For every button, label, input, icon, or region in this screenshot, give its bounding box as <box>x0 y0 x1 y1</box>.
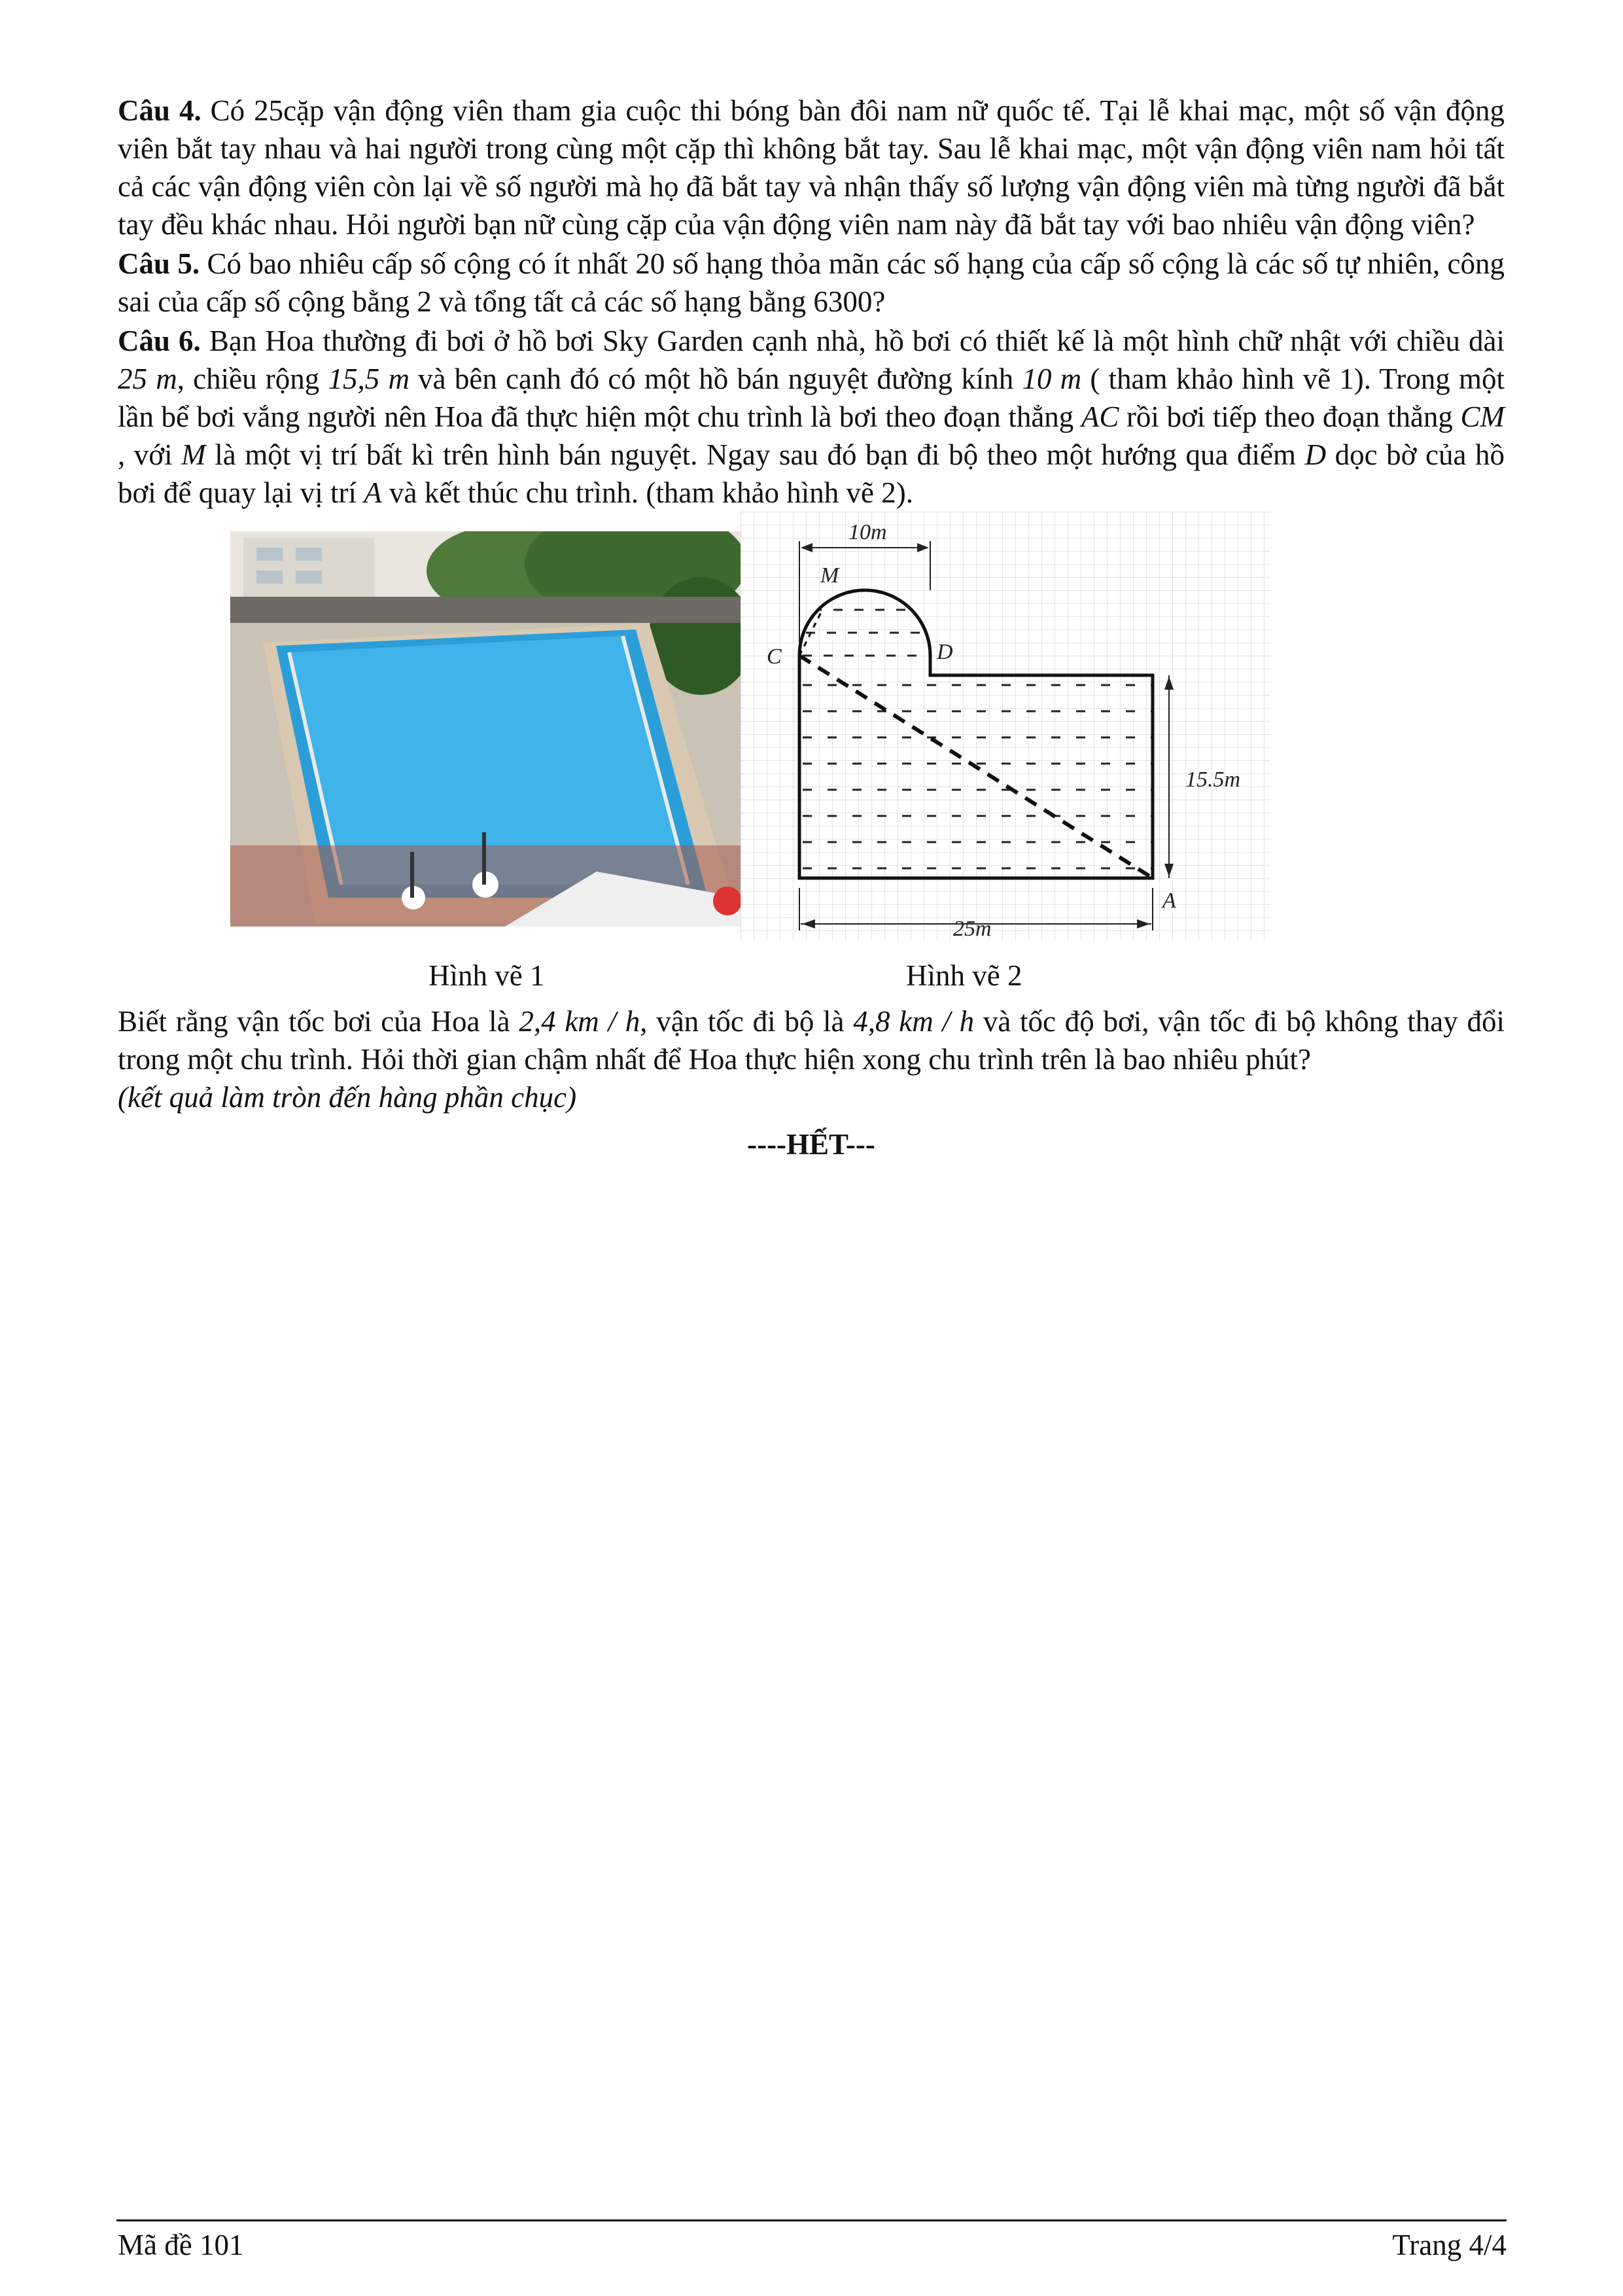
question-6-text-8: dọc bờ của hồ bơi để quay lại vị trí <box>118 438 1505 509</box>
question-4-label: Câu 4. <box>118 94 201 127</box>
after-text-1: Biết rằng vận tốc bơi của Hoa là <box>118 1005 519 1038</box>
point-m-label: M <box>820 563 839 588</box>
after-text-3: và tốc độ bơi, vận tốc đi bộ không thay đổi trong một chu trình. Hỏi thời gian chậm nhất để Hoa thực hiện xong chu trình trên là bao nhiêu phút? <box>118 1005 1505 1076</box>
math-m: M <box>181 438 206 471</box>
pool-photo-illustration <box>230 531 741 927</box>
math-walk-speed: 4,8 km / h <box>853 1005 975 1038</box>
exam-code: Mã đề 101 <box>118 2229 244 2261</box>
math-ac: AC <box>1081 400 1119 433</box>
figures-row <box>118 520 1505 1002</box>
math-a: A <box>364 476 382 509</box>
right-dimension-label: 15.5m <box>1185 768 1241 792</box>
rounding-note: (kết quả làm tròn đến hàng phần chục) <box>118 1081 577 1114</box>
question-6-text-7: là một vị trí bất kì trên hình bán nguyệt. Ngay sau đó bạn đi bộ theo một hướng qua điểm <box>205 438 1305 471</box>
question-6-text-4: ( tham khảo hình vẽ 1). Trong một lần bể bơi vắng người nên Hoa đã thực hiện một chu trình là bơi theo đoạn thẳng <box>118 362 1505 433</box>
page-content <box>118 92 1505 1163</box>
math-d: D <box>1304 438 1327 471</box>
question-6-text-2: , chiều rộng <box>177 362 328 395</box>
question-6-text-6: , với <box>118 438 182 471</box>
math-length: 25 m <box>118 362 177 395</box>
figure-1-caption: Hình vẽ 1 <box>428 959 545 992</box>
point-a-label: A <box>1162 889 1176 913</box>
question-6-text-5: rồi bơi tiếp theo đoạn thẳng <box>1119 400 1461 433</box>
bottom-dimension-label: 25m <box>953 917 992 940</box>
question-5-text: Có bao nhiêu cấp số cộng có ít nhất 20 số hạng thỏa mãn các số hạng của cấp số cộng là các số tự nhiên, công sai của cấp số cộng bằng 2 và tổng tất cả các số hạng bằng 6300? <box>118 247 1505 318</box>
footer-divider <box>116 2219 1507 2221</box>
math-swim-speed: 2,4 km / h <box>519 1005 640 1038</box>
top-dimension-label: 10m <box>848 520 887 544</box>
after-text-2: , vận tốc đi bộ là <box>640 1005 854 1038</box>
question-6-text-3: và bên cạnh đó có một hồ bán nguyệt đường kính <box>409 362 1022 395</box>
question-4 <box>118 92 1505 243</box>
page-number: Trang 4/4 <box>1392 2229 1507 2261</box>
question-5-label: Câu 5. <box>118 247 200 280</box>
math-width: 15,5 m <box>328 362 410 395</box>
question-6-label: Câu 6. <box>118 325 201 357</box>
pool-diagram <box>741 512 1270 940</box>
math-cm: CM <box>1460 400 1505 433</box>
question-6 <box>118 322 1505 512</box>
question-4-text: Có 25cặp vận động viên tham gia cuộc thi bóng bàn đôi nam nữ quốc tế. Tại lễ khai mạc, một số vận động viên bắt tay nhau và hai người trong cùng một cặp thì không bắt tay. Sau lễ khai mạc, một vận động viên nam hỏi tất cả các vận động viên còn lại về số người mà họ đã bắt tay và nhận thấy số lượng vận động viên mà từng người đã bắt tay đều khác nhau. Hỏi người bạn nữ cùng cặp của vận động viên nam này đã bắt tay với bao nhiêu vận động viên? <box>118 94 1505 241</box>
point-c-label: C <box>767 645 782 669</box>
point-d-label: D <box>937 640 953 664</box>
pool-diagram-svg <box>741 512 1270 940</box>
question-5 <box>118 245 1505 321</box>
pool-photo <box>230 531 741 927</box>
question-6-text-1: Bạn Hoa thường đi bơi ở hồ bơi Sky Garden cạnh nhà, hồ bơi có thiết kế là một hình chữ nhật với chiều dài <box>209 325 1505 357</box>
end-mark: ----HẾT--- <box>747 1128 875 1161</box>
question-6-continued <box>118 1002 1505 1116</box>
figure-2-caption: Hình vẽ 2 <box>906 959 1022 992</box>
question-6-text-9: và kết thúc chu trình. (tham khảo hình vẽ 2). <box>381 476 914 509</box>
math-diameter: 10 m <box>1022 362 1082 395</box>
